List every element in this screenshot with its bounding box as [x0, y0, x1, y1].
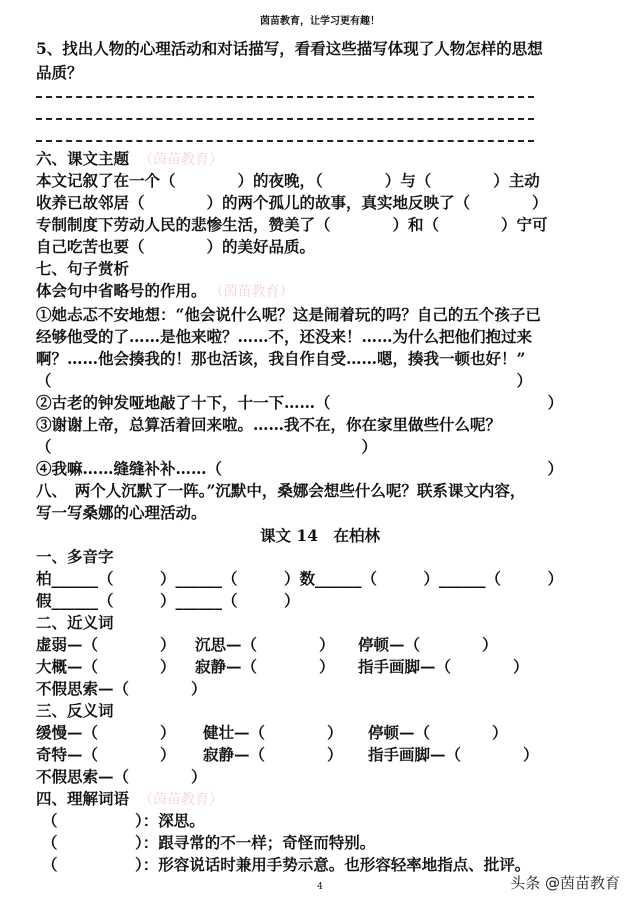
synonym-item[interactable]: 指手画脚—（ ）	[358, 657, 529, 676]
synonym-item[interactable]: 大概—（ ）	[36, 657, 176, 676]
page-number: 4	[317, 882, 323, 892]
word-definition[interactable]: （ ）：形容说话时兼用手势示意。也形容轻率地指点、批评。	[42, 855, 531, 874]
answer-line-2[interactable]	[36, 118, 534, 120]
publisher-signature: 头条 @茵苗教育	[510, 874, 620, 892]
synonyms-title: 二、近义词	[36, 613, 114, 632]
synonym-item[interactable]: 虚弱—（ ）	[36, 635, 176, 654]
section6-title	[36, 148, 223, 171]
section7-intro	[36, 280, 294, 303]
answer-line-3[interactable]	[36, 140, 534, 142]
antonyms-title: 三、反义词	[36, 701, 114, 720]
sentence4: ④我嘛……缝缝补补……（ ）	[36, 459, 564, 478]
word-definition[interactable]: （ ）：深思。	[42, 811, 205, 830]
lesson14-title: 课文 14 在柏林	[260, 526, 380, 545]
section7-intro-text: 体会句中省略号的作用。	[36, 281, 207, 300]
section6-line: 专制制度下劳动人民的悲惨生活，赞美了（ ）和（ ）宁可	[36, 215, 548, 234]
antonym-item[interactable]: 寂静—（ ）	[203, 745, 343, 764]
words-title-text: 四、理解词语	[36, 789, 130, 808]
antonym-item[interactable]: 缓慢—（ ）	[36, 723, 176, 742]
sentence3: ③谢谢上帝，总算活着回来啦。……我不在，你在家里做些什么呢？	[36, 415, 502, 434]
q5-line1: 5、找出人物的心理活动和对话描写，看看这些描写体现了人物怎样的思想	[36, 39, 543, 58]
answer-line-1[interactable]	[36, 96, 534, 98]
antonym-item[interactable]: 不假思索—（ ）	[36, 767, 207, 786]
section6-line: 收养已故邻居（ ）的两个孤儿的故事，真实地反映了（ ）	[36, 193, 548, 212]
sentence1-line: ①她忐忑不安地想：“他会说什么呢？这是闹着玩的吗？自己的五个孩子已	[36, 305, 541, 324]
antonym-item[interactable]: 健壮—（ ）	[203, 723, 343, 742]
page-header: 茵苗教育，让学习更有趣！	[260, 16, 380, 27]
section6-line: 本文记叙了在一个（ ）的夜晚，（ ）与（ ）主动	[36, 171, 540, 190]
section8-line1: 八、 两个人沉默了一阵。”沉默中，桑娜会想些什么呢？联系课文内容，	[36, 481, 526, 500]
sentence1-line: 啊？……他会揍我的！那也活该，我自作自受……嗯，揍我一顿也好！”	[36, 349, 526, 368]
polyphone-row2[interactable]: 假______（ ）______（ ）	[36, 591, 300, 610]
section6-line: 自己吃苦也要（ ）的美好品质。	[36, 237, 316, 256]
sentence3-answer-blank[interactable]: （ ）	[36, 437, 378, 456]
synonym-item[interactable]: 沉思—（ ）	[195, 635, 335, 654]
watermark: （茵苗教育）	[216, 284, 294, 300]
polyphone-title: 一、多音字	[36, 547, 114, 566]
watermark: （茵苗教育）	[139, 792, 224, 808]
watermark: （茵苗教育）	[139, 152, 224, 168]
sentence2: ②古老的钟发哑地敲了十下，十一下……（ ）	[36, 393, 564, 412]
section7-title: 七、句子赏析	[36, 259, 130, 278]
section8-line2: 写一写桑娜的心理活动。	[36, 503, 207, 522]
antonym-item[interactable]: 指手画脚—（ ）	[368, 745, 539, 764]
words-title	[36, 788, 223, 811]
antonym-item[interactable]: 停顿—（ ）	[368, 723, 508, 742]
word-definition[interactable]: （ ）：跟寻常的不一样；奇怪而特别。	[42, 833, 376, 852]
polyphone-row1[interactable]: 柏______（ ）______（ ）数______（ ）______（ ）	[36, 569, 564, 588]
antonym-item[interactable]: 奇特—（ ）	[36, 745, 176, 764]
section6-title-text: 六、课文主题	[36, 149, 130, 168]
sentence1-answer-blank[interactable]: （ ）	[36, 371, 533, 390]
synonym-item[interactable]: 寂静—（ ）	[195, 657, 335, 676]
synonym-item[interactable]: 停顿—（ ）	[358, 635, 498, 654]
synonym-item[interactable]: 不假思索—（ ）	[36, 679, 207, 698]
q5-line2: 品质？	[36, 63, 83, 82]
sentence1-line: 经够他受的了……是他来啦？……不，还没来！……为什么把他们抱过来	[36, 327, 533, 346]
